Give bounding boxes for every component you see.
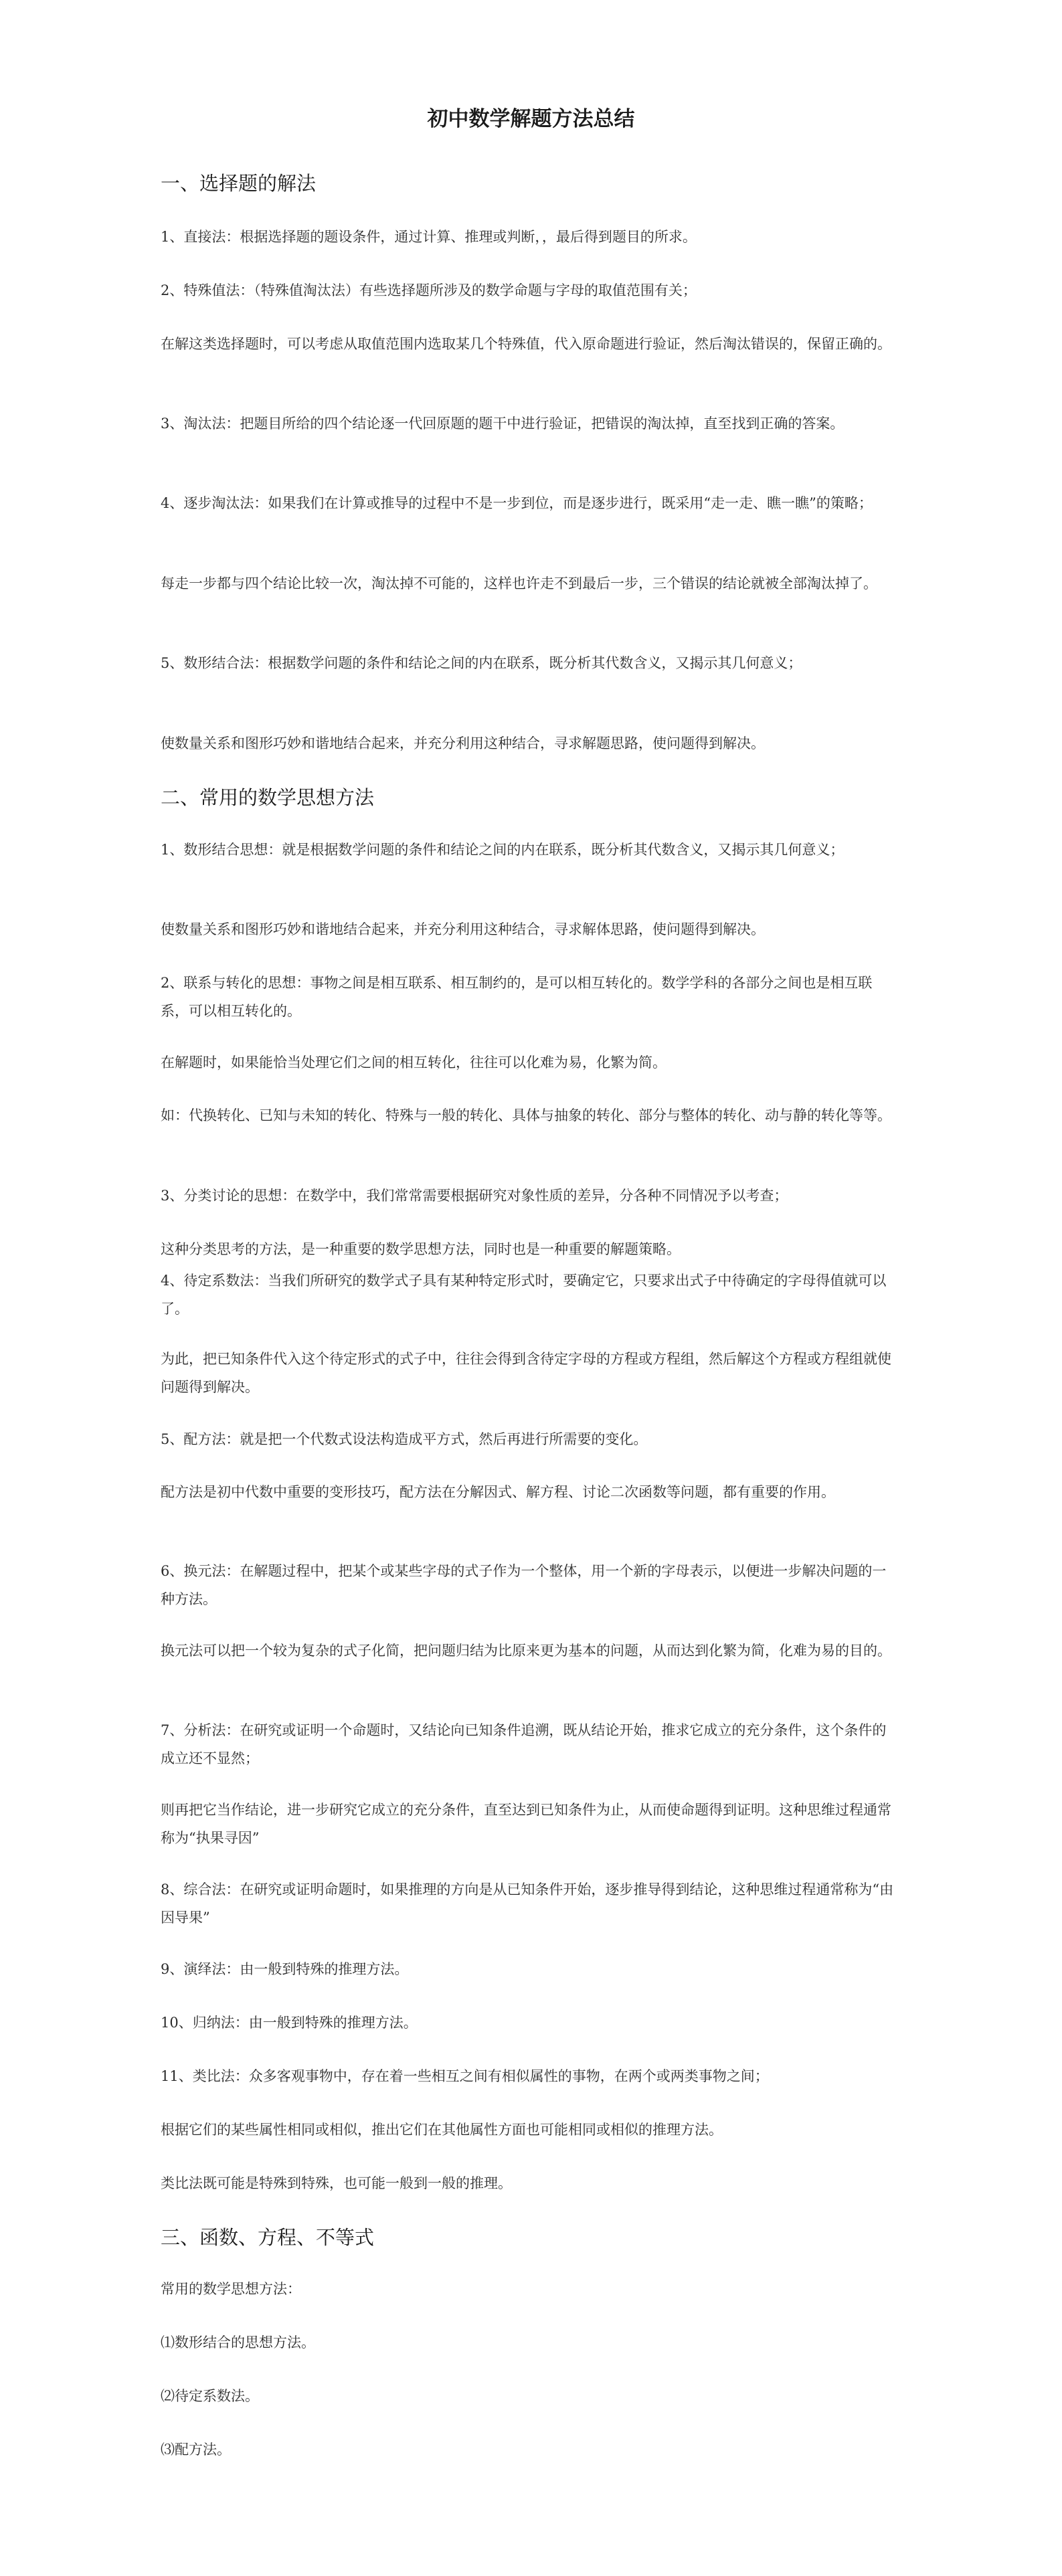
page-title: 初中数学解题方法总结 [427, 107, 635, 131]
paragraph: 5、数形结合法：根据数学问题的条件和结论之间的内在联系，既分析其代数含义，又揭示其几何意义； [161, 655, 802, 671]
paragraph: 在解题时，如果能恰当处理它们之间的相互转化，往往可以化难为易，化繁为简。 [161, 1054, 667, 1071]
paragraph: 在解这类选择题时，可以考虑从取值范围内选取某几个特殊值，代入原命题进行验证，然后淘汰错误的，保留正确的。 [161, 336, 891, 352]
paragraph: 3、淘汰法：把题目所给的四个结论逐一代回原题的题干中进行验证，把错误的淘汰掉，直至找到正确的答案。 [161, 416, 845, 432]
paragraph: 则再把它当作结论，进一步研究它成立的充分条件，直至达到已知条件为止，从而使命题得到证明。这种思维过程通常称为“执果寻因” [161, 1802, 891, 1846]
paragraph: 1、数形结合思想：就是根据数学问题的条件和结论之间的内在联系，既分析其代数含义，又揭示其几何意义； [161, 842, 845, 858]
paragraph: 7、分析法：在研究或证明一个命题时，又结论向已知条件追溯，既从结论开始，推求它成立的充分条件，这个条件的成立还不显然； [161, 1722, 887, 1766]
paragraph: 11、类比法：众多客观事物中，存在着一些相互之间有相似属性的事物，在两个或两类事物之间； [161, 2068, 769, 2084]
section-heading: 一、选择题的解法 [161, 172, 317, 195]
paragraph: ⑴数形结合的思想方法。 [161, 2334, 315, 2351]
paragraph: 1、直接法：根据选择题的题设条件，通过计算、推理或判断，，最后得到题目的所求。 [161, 229, 697, 245]
paragraph: 3、分类讨论的思想：在数学中，我们常常需要根据研究对象性质的差异，分各种不同情况予以考查； [161, 1188, 788, 1204]
section-heading: 二、常用的数学思想方法 [161, 786, 375, 809]
paragraph: 6、换元法：在解题过程中，把某个或某些字母的式子作为一个整体，用一个新的字母表示，以便进一步解决问题的一种方法。 [161, 1563, 887, 1607]
paragraph: ⑶配方法。 [161, 2442, 231, 2458]
paragraph: 常用的数学思想方法： [161, 2281, 301, 2297]
paragraph: 4、待定系数法：当我们所研究的数学式子具有某种特定形式时，要确定它，只要求出式子中待确定的字母得值就可以了。 [161, 1273, 887, 1317]
paragraph: 5、配方法：就是把一个代数式设法构造成平方式，然后再进行所需要的变化。 [161, 1431, 648, 1447]
paragraph: 使数量关系和图形巧妙和谐地结合起来，并充分利用这种结合，寻求解题思路，使问题得到解决。 [161, 735, 765, 751]
paragraph: 2、特殊值法：（特殊值淘汰法）有些选择题所涉及的数学命题与字母的取值范围有关； [161, 282, 697, 298]
paragraph: 配方法是初中代数中重要的变形技巧，配方法在分解因式、解方程、讨论二次函数等问题，都有重要的作用。 [161, 1484, 835, 1500]
paragraph: 根据它们的某些属性相同或相似，推出它们在其他属性方面也可能相同或相似的推理方法。 [161, 2122, 723, 2138]
paragraph: 使数量关系和图形巧妙和谐地结合起来，并充分利用这种结合，寻求解体思路，使问题得到解决。 [161, 921, 765, 937]
paragraph: 为此，把已知条件代入这个待定形式的式子中，往往会得到含待定字母的方程或方程组，然后解这个方程或方程组就使问题得到解决。 [161, 1351, 891, 1395]
paragraph: 9、演绎法：由一般到特殊的推理方法。 [161, 1961, 409, 1977]
paragraph: 10、归纳法：由一般到特殊的推理方法。 [161, 2015, 418, 2031]
section-heading: 三、函数、方程、不等式 [161, 2226, 375, 2249]
paragraph: 如：代换转化、已知与未知的转化、特殊与一般的转化、具体与抽象的转化、部分与整体的转化、动与静的转化等等。 [161, 1107, 891, 1123]
paragraph: 4、逐步淘汰法：如果我们在计算或推导的过程中不是一步到位，而是逐步进行，既采用“走一走、瞧一瞧”的策略； [161, 495, 873, 511]
paragraph: 类比法既可能是特殊到特殊，也可能一般到一般的推理。 [161, 2175, 512, 2191]
paragraph: 这种分类思考的方法，是一种重要的数学思想方法，同时也是一种重要的解题策略。 [161, 1241, 681, 1257]
paragraph: 8、综合法：在研究或证明命题时，如果推理的方向是从已知条件开始，逐步推导得到结论，这种思维过程通常称为“由因导果” [161, 1881, 894, 1926]
paragraph: 换元法可以把一个较为复杂的式子化简，把问题归结为比原来更为基本的问题，从而达到化繁为简，化难为易的目的。 [161, 1643, 891, 1659]
paragraph: 每走一步都与四个结论比较一次，淘汰掉不可能的，这样也许走不到最后一步，三个错误的结论就被全部淘汰掉了。 [161, 575, 877, 591]
paragraph: ⑵待定系数法。 [161, 2388, 259, 2404]
paragraph: 2、联系与转化的思想：事物之间是相互联系、相互制约的，是可以相互转化的。数学学科的各部分之间也是相互联系，可以相互转化的。 [161, 975, 873, 1019]
